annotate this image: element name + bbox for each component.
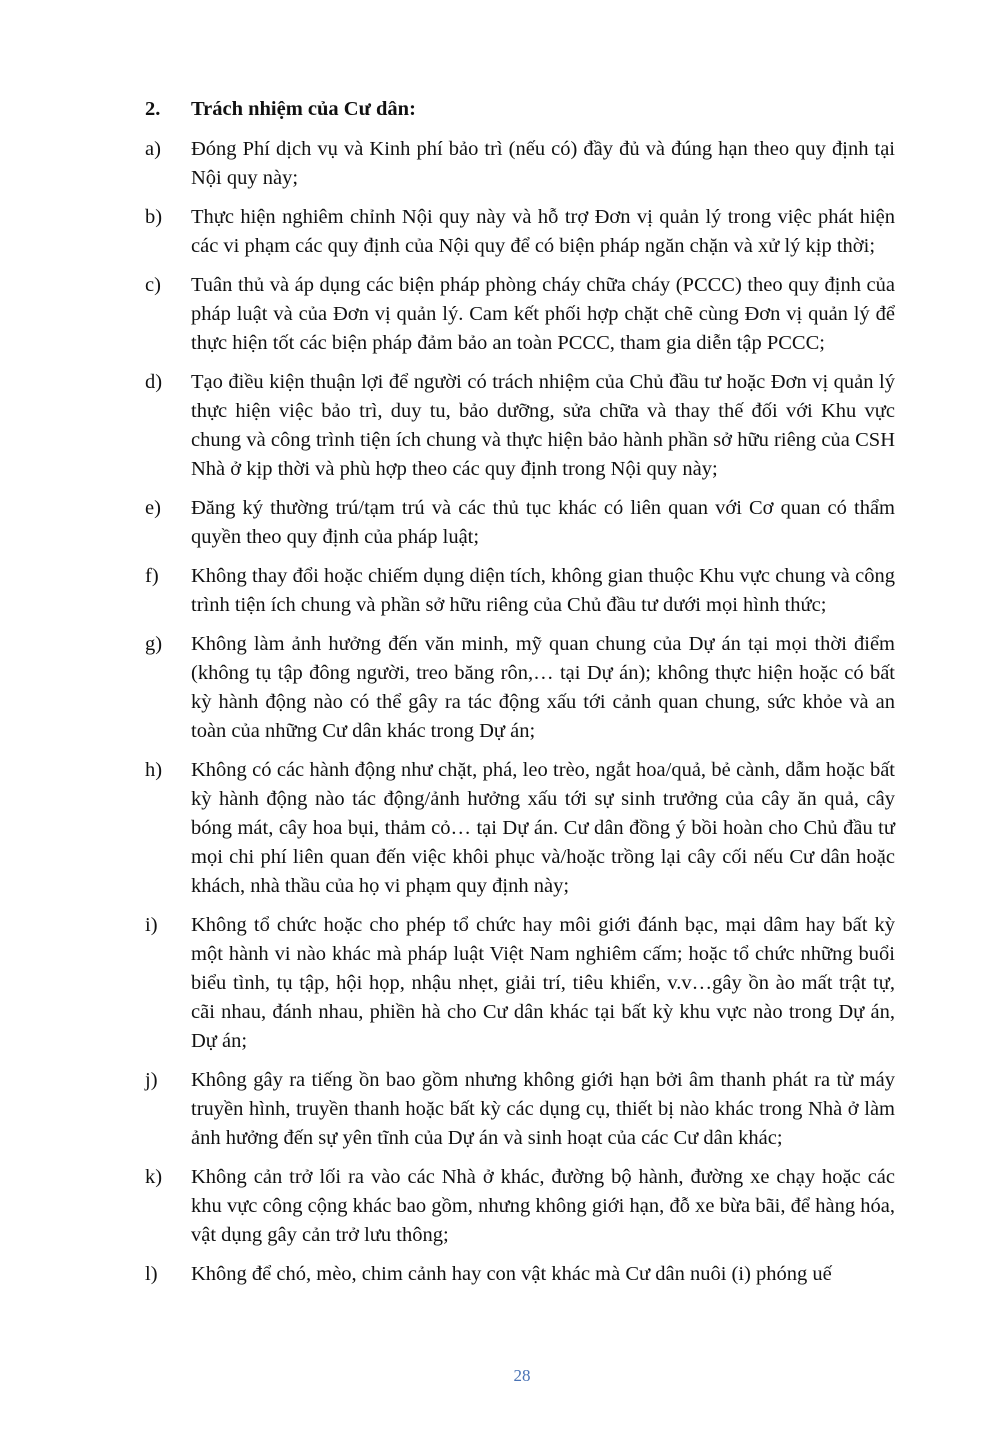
list-item-f [145, 562, 895, 620]
list-item-marker: d) [145, 371, 163, 393]
section-heading [145, 95, 905, 124]
list-item-marker: a) [145, 138, 161, 160]
list-item-text: Tạo điều kiện thuận lợi để người có trách nhiệm của Chủ đầu tư hoặc Đơn vị quản lý thực hiện việc bảo trì, duy tu, bảo dưỡng, sửa chữa và thay thế đối với Khu vực chung và công trình tiện ích chung và thực hiện bảo hành phần sở hữu riêng của CSH Nhà ở kịp thời và phù hợp theo các quy định trong Nội quy này; [191, 371, 895, 480]
list-item-text: Không để chó, mèo, chim cảnh hay con vật khác mà Cư dân nuôi (i) phóng uế [191, 1263, 832, 1285]
list-item-text: Không cản trở lối ra vào các Nhà ở khác, đường bộ hành, đường xe chạy hoặc các khu vực công cộng khác bao gồm, nhưng không giới hạn, đỗ xe bừa bãi, để hàng hóa, vật dụng gây cản trở lưu thông; [191, 1166, 895, 1246]
section-number: 2. [145, 98, 161, 120]
responsibility-list [145, 135, 895, 1299]
list-item-marker: g) [145, 633, 163, 655]
list-item-j [145, 1066, 895, 1153]
list-item-d [145, 368, 895, 484]
list-item-i [145, 911, 895, 1056]
list-item-text: Đóng Phí dịch vụ và Kinh phí bảo trì (nếu có) đầy đủ và đúng hạn theo quy định tại Nội quy này; [191, 138, 895, 189]
list-item-marker: e) [145, 497, 161, 519]
list-item-e [145, 494, 895, 552]
list-item-b [145, 203, 895, 261]
list-item-marker: l) [145, 1263, 158, 1285]
list-item-text: Không thay đổi hoặc chiếm dụng diện tích, không gian thuộc Khu vực chung và công trình tiện ích chung và phần sở hữu riêng của Chủ đầu tư dưới mọi hình thức; [191, 565, 895, 616]
list-item-marker: b) [145, 206, 163, 228]
list-item-marker: j) [145, 1069, 158, 1091]
list-item-text: Không làm ảnh hưởng đến văn minh, mỹ quan chung của Dự án tại mọi thời điểm (không tụ tập đông người, treo băng rôn,… tại Dự án); không thực hiện hoặc có bất kỳ hành động nào có thể gây ra tác động xấu tới cảnh quan chung, sức khỏe và an toàn của những Cư dân khác trong Dự án; [191, 633, 895, 742]
list-item-marker: i) [145, 914, 158, 936]
list-item-text: Không gây ra tiếng ồn bao gồm nhưng không giới hạn bởi âm thanh phát ra từ máy truyền hình, truyền thanh hoặc bất kỳ các dụng cụ, thiết bị nào khác trong Nhà ở làm ảnh hưởng đến sự yên tĩnh của Dự án và sinh hoạt của các Cư dân khác; [191, 1069, 895, 1149]
list-item-text: Tuân thủ và áp dụng các biện pháp phòng cháy chữa cháy (PCCC) theo quy định của pháp luật và của Đơn vị quản lý. Cam kết phối hợp chặt chẽ cùng Đơn vị quản lý để thực hiện tốt các biện pháp đảm bảo an toàn PCCC, tham gia diễn tập PCCC; [191, 274, 895, 354]
list-item-text: Thực hiện nghiêm chỉnh Nội quy này và hỗ trợ Đơn vị quản lý trong việc phát hiện các vi phạm các quy định của Nội quy để có biện pháp ngăn chặn và xử lý kịp thời; [191, 206, 895, 257]
list-item-text: Không có các hành động như chặt, phá, leo trèo, ngắt hoa/quả, bẻ cành, dẫm hoặc bất kỳ hành động nào tác động/ảnh hưởng xấu tới sự sinh trưởng của cây ăn quả, cây bóng mát, cây hoa bụi, thảm cỏ… tại Dự án. Cư dân đồng ý bồi hoàn cho Chủ đầu tư mọi chi phí liên quan đến việc khôi phục và/hoặc trồng lại cây cối nếu Cư dân hoặc khách, nhà thầu của họ vi phạm quy định này; [191, 759, 895, 897]
list-item-h [145, 756, 895, 901]
list-item-text: Đăng ký thường trú/tạm trú và các thủ tục khác có liên quan với Cơ quan có thẩm quyền theo quy định của pháp luật; [191, 497, 895, 548]
list-item-marker: c) [145, 274, 161, 296]
list-item-l [145, 1260, 895, 1289]
list-item-c [145, 271, 895, 358]
list-item-g [145, 630, 895, 746]
list-item-a [145, 135, 895, 193]
list-item-marker: h) [145, 759, 163, 781]
list-item-text: Không tổ chức hoặc cho phép tổ chức hay môi giới đánh bạc, mại dâm hay bất kỳ một hành vi nào khác mà pháp luật Việt Nam nghiêm cấm; hoặc tổ chức những buổi biểu tình, tụ tập, hội họp, nhậu nhẹt, giải trí, tiêu khiển, v.v…gây ồn ào mất trật tự, cãi nhau, đánh nhau, phiền hà cho Cư dân khác tại bất kỳ khu vực nào trong Dự án, Dự án; [191, 914, 895, 1052]
section-title: Trách nhiệm của Cư dân: [191, 98, 416, 120]
page-number: 28 [513, 1366, 531, 1385]
list-item-marker: k) [145, 1166, 163, 1188]
list-item-k [145, 1163, 895, 1250]
list-item-marker: f) [145, 565, 159, 587]
